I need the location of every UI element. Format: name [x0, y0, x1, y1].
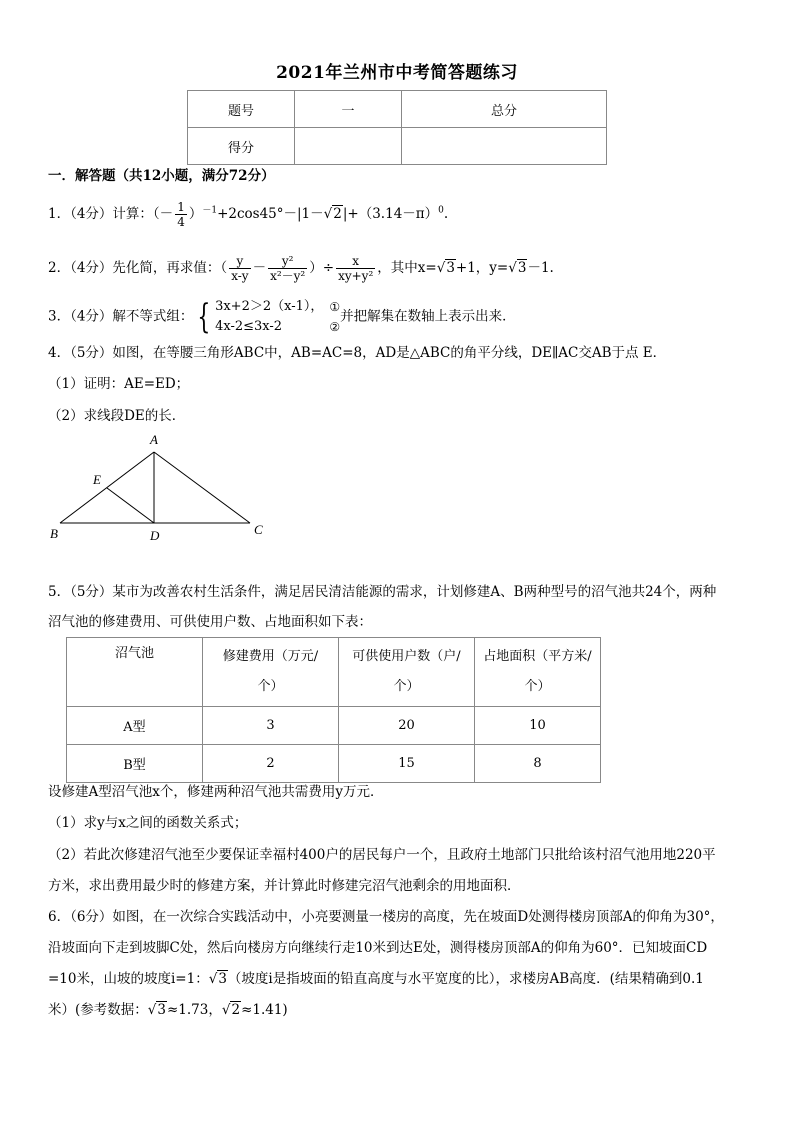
header-cell	[475, 638, 601, 707]
label-E: E	[93, 472, 101, 487]
q2-fraction	[268, 254, 307, 283]
q1-frac-num: 1	[177, 200, 185, 214]
header-text: 个）	[524, 679, 551, 694]
inequality-2: 4x-2≤3x-2	[215, 318, 283, 334]
header-cell	[203, 638, 339, 707]
question-5-part-2a: （2）若此次修建沼气池至少要保证幸福村400户的居民每户一个，且政府土地部门只批给该村沼气池用地220平	[48, 847, 716, 863]
header-text: 个）	[393, 679, 420, 694]
q1-fraction	[175, 200, 187, 229]
score-input-cell[interactable]	[402, 128, 607, 165]
segment-DE	[107, 488, 154, 523]
question-6-line-3: =10米，山坡的坡度i=1：√3（坡度i是指坡面的铅直高度与水平宽度的比），求楼房AB高度．(结果精确到0.1	[48, 971, 704, 987]
table-cell: 15	[339, 745, 475, 783]
score-cell: 一	[295, 91, 402, 128]
label-B: B	[50, 526, 58, 541]
triangle-figure	[44, 428, 284, 548]
question-6-line-2: 沿坡面向下走到坡脚C处，然后向楼房方向继续行走10米到达E处，测得楼房顶部A的仰角为60°．已知坡面CD	[48, 940, 708, 956]
inequality-markers	[329, 297, 340, 337]
q1-text: |+（3.14－π）	[342, 206, 439, 222]
table-cell: 20	[339, 707, 475, 745]
q3-text: 3．（4分）解不等式组：	[48, 308, 194, 325]
question-5-part-2b: 方米，求出费用最少时的修建方案，并计算此时修建完沼气池剩余的用地面积．	[48, 878, 521, 894]
question-2: 2．（4分）先化简，再求值：（ $\frac{y}{x-y}$ － $\frac{\text{y²}}{\text{x²－y²}}$ ）÷ $\frac{x}{\text{xy+y²}}$ ，其中x=√3+1，y=√3－1.	[48, 254, 554, 283]
brace-icon: {	[197, 296, 211, 337]
table-header-row	[67, 638, 601, 707]
q6-sqrt: 3	[157, 1002, 166, 1018]
question-4-part-1: （1）证明：AE=ED；	[48, 376, 190, 392]
table-cell: 2	[203, 745, 339, 783]
table-cell: 3	[203, 707, 339, 745]
header-cell	[339, 638, 475, 707]
q3-text: 并把解集在数轴上表示出来．	[340, 308, 516, 325]
question-3	[48, 296, 516, 337]
question-4-part-2: （2）求线段DE的长．	[48, 408, 186, 424]
table-cell: 10	[475, 707, 601, 745]
q2-text: ，其中x=	[377, 260, 437, 276]
q1-frac-den: 4	[177, 215, 185, 229]
marker-2: ②	[329, 319, 341, 334]
q2-frac-den: xy+y²	[338, 269, 374, 283]
score-table	[187, 90, 607, 165]
table-row	[67, 707, 601, 745]
question-4-stem: 4．（5分）如图，在等腰三角形ABC中，AB=AC=8，AD是△ABC的角平分线，DE∥AC交AB于点 E．	[48, 345, 667, 361]
header-text: 修建费用（万元/	[222, 649, 319, 664]
q6-text: 米）(参考数据：	[48, 1002, 148, 1018]
table-cell: A型	[67, 707, 203, 745]
q1-exp: －1	[202, 205, 218, 216]
q2-frac-den: x²－y²	[270, 269, 306, 283]
q2-sqrt: 3	[446, 260, 455, 276]
q2-frac-num: y	[229, 254, 250, 269]
question-1: 1．（4分）计算：（－ $\frac{1}{4}$ ）$^{-1}+2\cos 45^\circ-|1-√2|+(3.14-\pi)^0$.	[48, 200, 449, 229]
table-cell: B型	[67, 745, 203, 783]
score-cell: 题号	[188, 91, 295, 128]
question-5-stem-2: 沼气池的修建费用、可供使用户数、占地面积如下表：	[48, 614, 372, 630]
q1-exp: 0	[438, 205, 444, 216]
label-C: C	[254, 522, 263, 537]
q2-frac-num: y²	[268, 254, 307, 269]
inequality-1: 3x+2＞2（x-1），	[215, 298, 324, 314]
inequality-system	[215, 297, 323, 337]
label-A: A	[150, 432, 158, 447]
q2-fraction	[336, 254, 375, 283]
q2-fraction	[229, 254, 250, 283]
label-D: D	[150, 528, 160, 543]
q2-text: －	[252, 260, 267, 276]
score-input-cell[interactable]	[295, 128, 402, 165]
q6-text: =10米，山坡的坡度i=1：	[48, 971, 209, 987]
table-row	[67, 745, 601, 783]
q2-text: 2．（4分）先化简，再求值：（	[48, 260, 228, 276]
q1-text: .	[443, 206, 449, 222]
question-5-part-1: （1）求y与x之间的函数关系式；	[48, 815, 248, 831]
q6-sqrt: 2	[231, 1002, 241, 1018]
question-6-line-4: 米）(参考数据：√3≈1.73，√2≈1.41)	[48, 1002, 288, 1018]
score-cell: 总分	[402, 91, 607, 128]
section-header: 一．解答题（共12小题，满分72分）	[48, 168, 275, 184]
score-cell: 得分	[188, 128, 295, 165]
question-5-setup: 设修建A型沼气池x个，修建两种沼气池共需费用y万元．	[48, 784, 384, 800]
q1-sqrt: 2	[333, 206, 342, 222]
biogas-table	[66, 637, 601, 783]
marker-1: ①	[329, 299, 341, 314]
question-5-stem-1: 5．（5分）某市为改善农村生活条件，满足居民清洁能源的需求，计划修建A、B两种型号的沼气池共24个，两种	[48, 584, 717, 600]
q6-text: ≈1.41)	[241, 1002, 288, 1018]
q2-frac-den: x-y	[231, 269, 249, 283]
q1-text: 1．（4分）计算：（－	[48, 206, 174, 222]
header-text: 个）	[257, 679, 284, 694]
q2-frac-num: x	[336, 254, 375, 269]
header-text: 占地面积（平方米/	[483, 649, 592, 664]
page-title: 2021年兰州市中考简答题练习	[276, 63, 518, 83]
question-6-line-1: 6．（6分）如图，在一次综合实践活动中，小亮要测量一楼房的高度，先在坡面D处测得楼房顶部A的仰角为30°，	[48, 909, 724, 925]
q2-text: －1.	[527, 260, 554, 276]
q6-text: （坡度i是指坡面的铅直高度与水平宽度的比），求楼房AB高度．(结果精确到0.1	[227, 971, 704, 987]
q6-sqrt: 3	[218, 971, 227, 987]
segment-AC	[154, 452, 250, 523]
header-text: 沼气池	[114, 646, 154, 661]
header-text: 可供使用户数（户/	[352, 649, 461, 664]
q2-sqrt: 3	[517, 260, 527, 276]
q2-text: ）÷	[309, 260, 335, 276]
table-cell: 8	[475, 745, 601, 783]
q6-text: ≈1.73，	[166, 1002, 222, 1018]
q2-text: +1，y=	[455, 260, 509, 276]
q1-text: +2cos45°－|1－	[217, 206, 324, 222]
header-cell	[67, 638, 203, 707]
